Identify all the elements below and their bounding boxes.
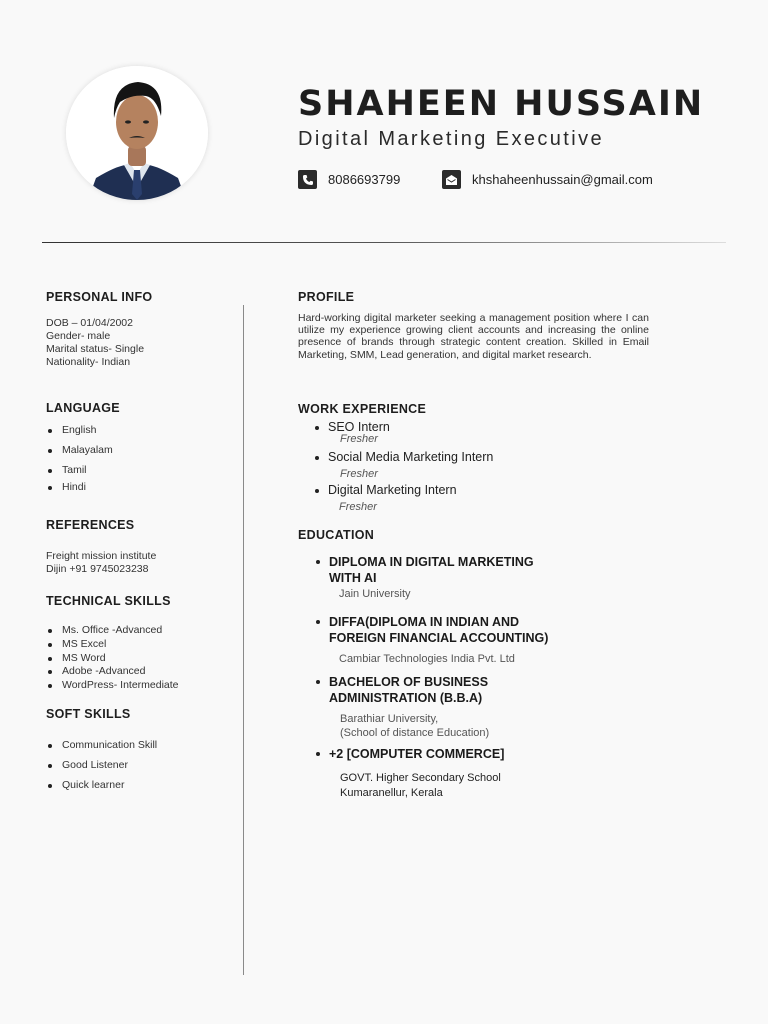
column-divider	[243, 305, 244, 975]
education-title-line: +2 [COMPUTER COMMERCE]	[329, 747, 505, 761]
work-experience-heading: WORK EXPERIENCE	[298, 402, 427, 416]
list-item: Good Listener	[46, 759, 157, 771]
profile-heading: PROFILE	[298, 290, 355, 304]
language-heading: LANGUAGE	[46, 401, 120, 415]
references-heading: REFERENCES	[46, 518, 135, 532]
email-icon	[442, 170, 461, 189]
technical-skills-heading: TECHNICAL SKILLS	[46, 594, 171, 608]
education-title	[329, 746, 504, 762]
education-institution	[340, 713, 489, 740]
education-institution: Jain University	[339, 588, 411, 600]
personal-info-heading: PERSONAL INFO	[46, 290, 153, 304]
list-item: MS Excel	[46, 638, 179, 652]
institution-line: Barathiar University,	[340, 713, 439, 725]
job-role: SEO Intern	[328, 420, 390, 434]
dob-text: DOB – 01/04/2002	[46, 317, 133, 329]
institution-line: (School of distance Education)	[340, 726, 490, 739]
phone-contact[interactable]	[298, 170, 400, 189]
language-list	[46, 424, 113, 493]
header-divider	[42, 242, 726, 243]
list-item: Quick learner	[46, 779, 157, 791]
list-item: MS Word	[46, 652, 179, 666]
list-item: Adobe -Advanced	[46, 665, 179, 679]
marital-status-text: Marital status- Single	[46, 343, 145, 355]
profile-summary: Hard-working digital marketer seeking a management position where I can utilize my experience growing client accounts and increasing the online presence of brands through strategic content creation. Skilled in Email Marketing, SMM, Lead generation, and digital market research.	[298, 312, 649, 361]
institution-line: GOVT. Higher Secondary School	[340, 772, 501, 784]
email-contact[interactable]	[442, 170, 653, 189]
education-title	[329, 554, 534, 586]
list-item: Tamil	[46, 464, 113, 476]
education-title-line: WITH AI	[329, 571, 377, 585]
phone-icon	[298, 170, 317, 189]
education-title-line: FOREIGN FINANCIAL ACCOUNTING)	[329, 631, 549, 645]
phone-number: 8086693799	[328, 172, 401, 187]
list-item: Malayalam	[46, 444, 113, 456]
soft-skills-list	[46, 739, 157, 791]
education-title-line: ADMINISTRATION (B.B.A)	[329, 691, 483, 705]
list-item: Ms. Office -Advanced	[46, 624, 179, 638]
education-title-line: BACHELOR OF BUSINESS	[329, 675, 489, 689]
education-title	[329, 614, 548, 646]
education-title	[329, 674, 488, 706]
references-details	[46, 550, 156, 576]
gender-text: Gender- male	[46, 330, 111, 342]
list-item: English	[46, 424, 113, 436]
reference-institute: Freight mission institute	[46, 550, 157, 562]
institution-line: Kumaranellur, Kerala	[340, 787, 443, 799]
list-item: Communication Skill	[46, 739, 157, 751]
email-address: khshaheenhussain@gmail.com	[472, 172, 653, 187]
job-level: Fresher	[340, 433, 378, 445]
job-level: Fresher	[339, 501, 377, 513]
profile-photo	[66, 66, 208, 200]
education-title-line: DIPLOMA IN DIGITAL MARKETING	[329, 555, 534, 569]
job-role: Digital Marketing Intern	[328, 483, 457, 497]
reference-contact: Dijin +91 9745023238	[46, 563, 149, 575]
education-title-line: DIFFA(DIPLOMA IN INDIAN AND	[329, 615, 520, 629]
list-item: Hindi	[46, 481, 113, 493]
personal-info-details	[46, 317, 144, 369]
education-heading: EDUCATION	[298, 528, 375, 542]
education-institution	[340, 771, 501, 801]
job-level: Fresher	[340, 468, 378, 480]
job-role: Social Media Marketing Intern	[328, 450, 494, 464]
technical-skills-list	[46, 624, 179, 693]
job-title: Digital Marketing Executive	[298, 128, 605, 150]
list-item: WordPress- Intermediate	[46, 679, 179, 693]
candidate-name: SHAHEEN HUSSAIN	[298, 84, 705, 124]
nationality-text: Nationality- Indian	[46, 356, 131, 368]
education-institution: Cambiar Technologies India Pvt. Ltd	[339, 653, 515, 665]
soft-skills-heading: SOFT SKILLS	[46, 707, 131, 721]
